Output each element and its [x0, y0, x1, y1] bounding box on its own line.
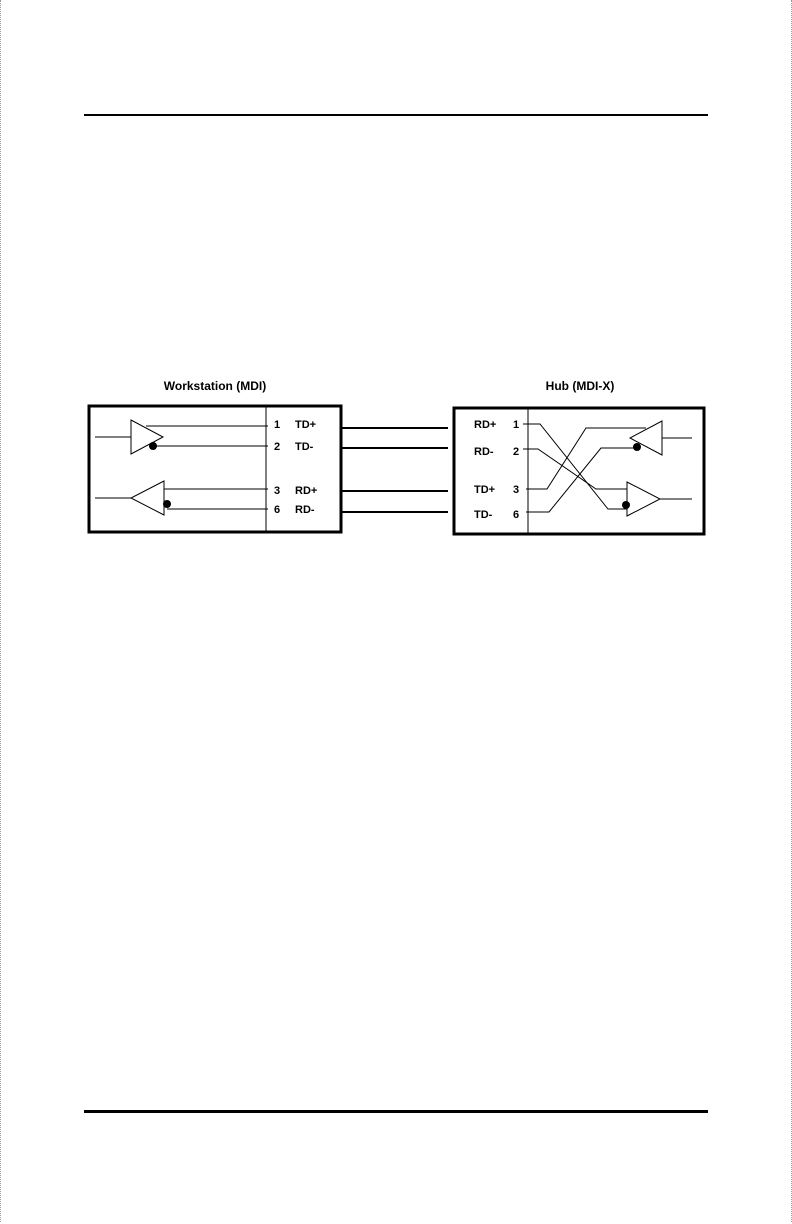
inverting-dot: [633, 443, 641, 451]
hub-receiver: [622, 482, 692, 516]
ws-pin-signal: TD+: [295, 419, 317, 431]
inverting-dot: [149, 442, 157, 450]
hub-pin-signal: TD+: [474, 484, 496, 496]
workstation-receiver: [95, 481, 268, 515]
hub-transmitter: [630, 421, 692, 455]
ws-pin-num: 2: [274, 441, 281, 453]
hub-pin-signal: RD-: [474, 446, 494, 458]
ws-pin-signal: TD-: [295, 441, 314, 453]
workstation-transmitter: [95, 420, 268, 454]
cable-wires: [341, 428, 448, 512]
hub-pin-num: 6: [513, 509, 520, 521]
ws-pin-num: 1: [274, 419, 281, 431]
hub-title: Hub (MDI-X): [545, 379, 615, 393]
hub-pin-num: 2: [513, 446, 520, 458]
ws-pin-num: 3: [274, 485, 281, 497]
ws-pin-signal: RD-: [295, 504, 315, 516]
ws-pin-signal: RD+: [295, 485, 318, 497]
inverting-dot: [622, 501, 630, 509]
hub-pin-num: 1: [513, 419, 520, 431]
hub-pin-signal: RD+: [474, 419, 497, 431]
hub-pin-signal: TD-: [474, 509, 493, 521]
workstation-title: Workstation (MDI): [163, 379, 267, 393]
hub-pin-num: 3: [513, 484, 520, 496]
ws-pin-num: 6: [274, 504, 281, 516]
inverting-dot: [163, 500, 171, 508]
